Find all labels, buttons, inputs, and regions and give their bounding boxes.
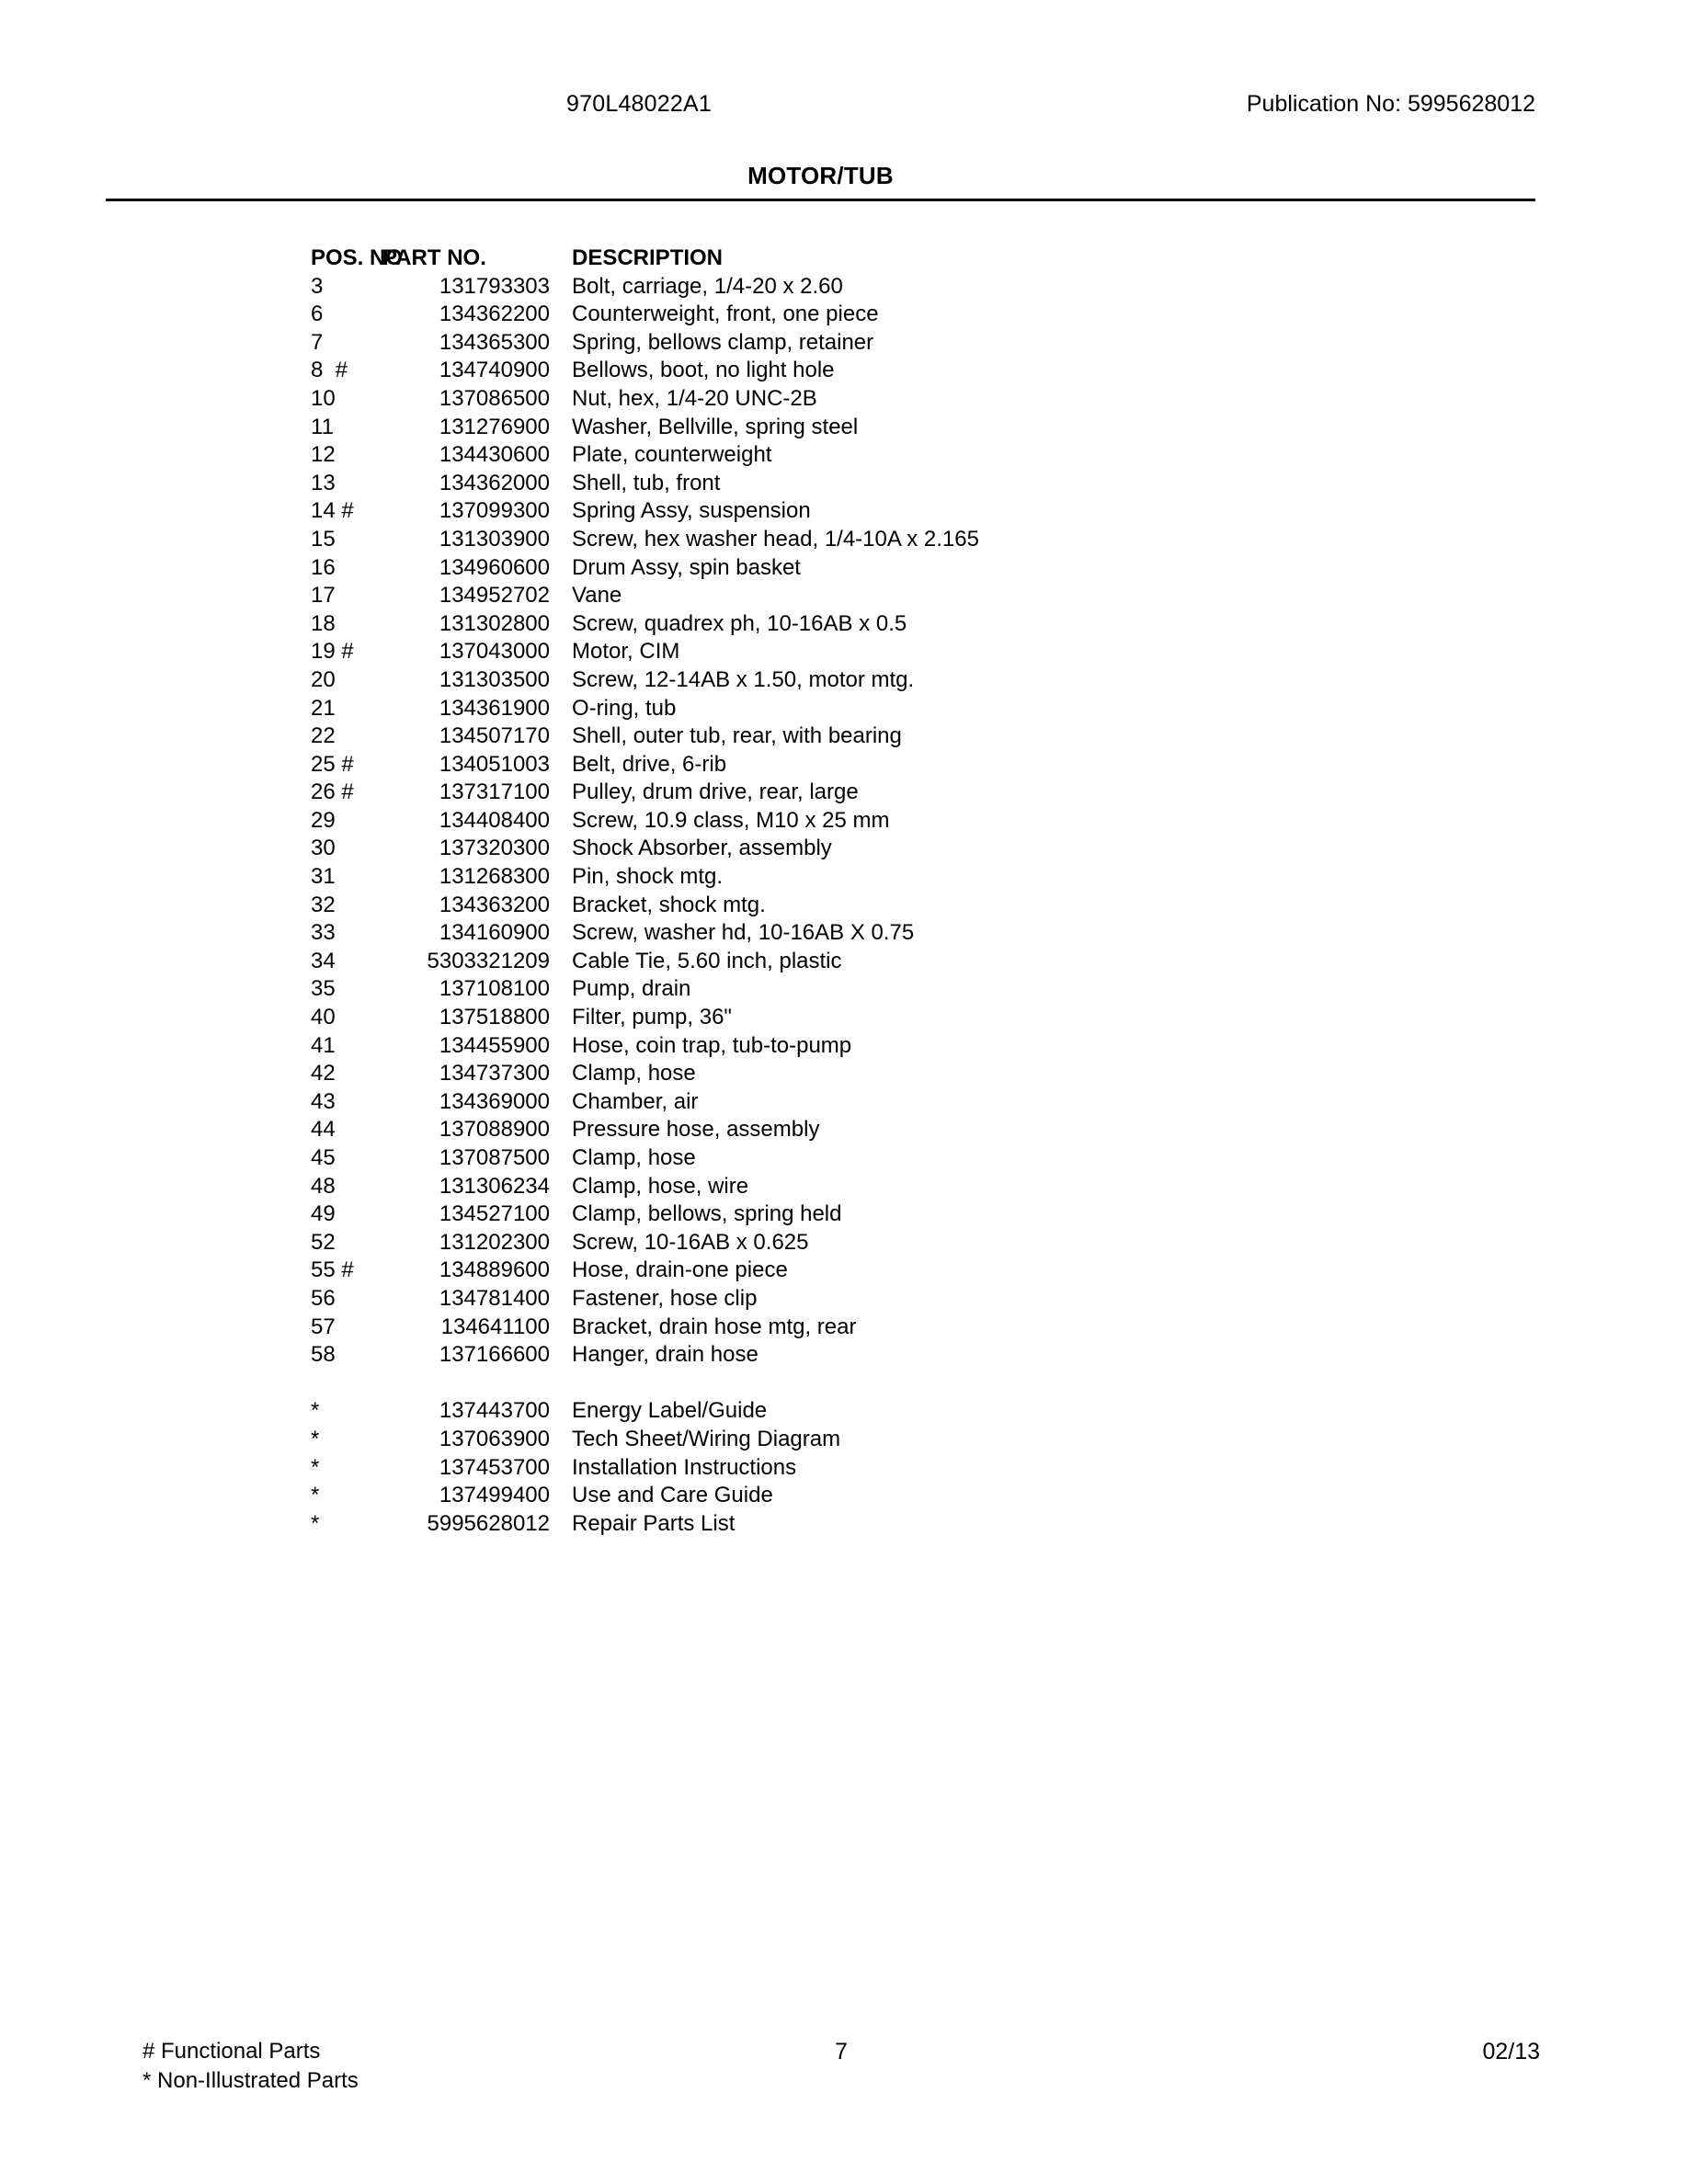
cell-description: Spring Assy, suspension — [572, 498, 811, 524]
cell-description: Energy Label/Guide — [572, 1398, 768, 1424]
cell-description: Screw, hex washer head, 1/4-10A x 2.165 — [572, 526, 979, 552]
table-row — [311, 863, 1414, 892]
header-divider — [106, 199, 1535, 201]
cell-description: Chamber, air — [572, 1088, 699, 1114]
table-row — [311, 695, 1414, 723]
publication-number: Publication No: 5995628012 — [1246, 91, 1535, 117]
page-number: 7 — [835, 2039, 848, 2065]
cell-part-no: 137108100 — [439, 976, 550, 1002]
cell-description: Plate, counterweight — [572, 442, 772, 468]
cell-part-no: 134160900 — [439, 920, 550, 946]
cell-pos-no: 44 — [311, 1117, 336, 1143]
table-row — [311, 385, 1414, 414]
cell-part-no: 134889600 — [439, 1257, 550, 1283]
cell-part-no: 137087500 — [439, 1145, 550, 1170]
cell-pos-no: 10 — [311, 385, 336, 411]
cell-part-no: 134737300 — [439, 1061, 550, 1086]
cell-description: Clamp, hose — [572, 1061, 696, 1086]
cell-description: Shell, tub, front — [572, 470, 721, 495]
cell-description: Pin, shock mtg. — [572, 864, 724, 890]
cell-pos-no: 20 — [311, 666, 336, 692]
cell-description: Vane — [572, 583, 622, 609]
cell-part-no: 5303321209 — [427, 948, 550, 973]
cell-description: Counterweight, front, one piece — [572, 301, 879, 327]
cell-part-no: 137043000 — [439, 639, 550, 665]
cell-pos-no: 11 — [311, 414, 334, 439]
table-row — [311, 582, 1414, 610]
cell-pos-no: 13 — [311, 470, 336, 495]
table-row — [311, 273, 1414, 301]
cell-pos-no: 49 — [311, 1201, 336, 1227]
cell-description: Filter, pump, 36" — [572, 1005, 732, 1030]
cell-part-no: 137317100 — [439, 779, 550, 805]
table-row — [311, 722, 1414, 751]
column-header-pos-no: POS. NO — [311, 245, 404, 270]
cell-pos-no: 6 — [311, 301, 324, 327]
table-row — [311, 357, 1414, 385]
cell-pos-no: 25 # — [311, 751, 354, 777]
cell-description: Clamp, bellows, spring held — [572, 1201, 842, 1227]
cell-description: Hose, drain-one piece — [572, 1257, 788, 1283]
cell-description: Clamp, hose, wire — [572, 1173, 749, 1199]
cell-pos-no: 15 — [311, 526, 336, 552]
cell-pos-no: 12 — [311, 442, 336, 468]
cell-part-no: 134363200 — [439, 892, 550, 917]
cell-pos-no: 8 # — [311, 358, 348, 383]
cell-description: Bellows, boot, no light hole — [572, 358, 835, 383]
cell-pos-no: 43 — [311, 1088, 336, 1114]
cell-description: Shock Absorber, assembly — [572, 836, 832, 861]
legend-non-illustrated-parts: * Non-Illustrated Parts — [143, 2068, 359, 2093]
cell-description: Screw, 10.9 class, M10 x 25 mm — [572, 807, 890, 833]
cell-part-no: 137443700 — [439, 1398, 550, 1424]
cell-description: Repair Parts List — [572, 1510, 736, 1536]
cell-part-no: 134369000 — [439, 1088, 550, 1114]
cell-part-no: 137099300 — [439, 498, 550, 524]
revision-date: 02/13 — [1482, 2039, 1540, 2065]
cell-part-no: 134952702 — [439, 583, 550, 609]
cell-part-no: 137453700 — [439, 1454, 550, 1480]
cell-description: Screw, quadrex ph, 10-16AB x 0.5 — [572, 610, 907, 636]
cell-part-no: 134740900 — [439, 358, 550, 383]
column-header-part-no: PART NO. — [382, 245, 486, 270]
cell-part-no: 131268300 — [439, 864, 550, 890]
cell-description: Screw, 12-14AB x 1.50, motor mtg. — [572, 666, 915, 692]
cell-pos-no: 26 # — [311, 779, 354, 805]
cell-description: Use and Care Guide — [572, 1483, 773, 1508]
table-row — [311, 948, 1414, 976]
cell-part-no: 134361900 — [439, 695, 550, 721]
cell-part-no: 131303900 — [439, 526, 550, 552]
cell-description: Hose, coin trap, tub-to-pump — [572, 1032, 852, 1058]
cell-pos-no: 35 — [311, 976, 336, 1002]
cell-description: Pressure hose, assembly — [572, 1117, 820, 1143]
table-row — [311, 1341, 1414, 1370]
cell-part-no: 137086500 — [439, 385, 550, 411]
cell-description: Shell, outer tub, rear, with bearing — [572, 723, 902, 749]
cell-pos-no: 48 — [311, 1173, 336, 1199]
cell-pos-no: 34 — [311, 948, 336, 973]
table-row — [311, 1229, 1414, 1257]
table-row — [311, 1397, 1414, 1426]
table-row — [311, 892, 1414, 920]
table-row — [311, 610, 1414, 639]
legend-functional-parts: # Functional Parts — [143, 2039, 321, 2064]
table-row — [311, 1032, 1414, 1061]
cell-description: Motor, CIM — [572, 639, 680, 665]
cell-pos-no: 40 — [311, 1005, 336, 1030]
cell-pos-no: * — [311, 1398, 320, 1424]
table-row — [311, 1200, 1414, 1229]
cell-description: Drum Assy, spin basket — [572, 554, 801, 580]
model-number: 970L48022A1 — [566, 91, 712, 117]
table-row — [311, 779, 1414, 807]
cell-pos-no: 29 — [311, 807, 336, 833]
table-row — [311, 441, 1414, 470]
table-row — [311, 835, 1414, 863]
cell-part-no: 137518800 — [439, 1005, 550, 1030]
cell-description: Nut, hex, 1/4-20 UNC-2B — [572, 385, 817, 411]
cell-pos-no: 16 — [311, 554, 336, 580]
cell-pos-no: 30 — [311, 836, 336, 861]
cell-description: Cable Tie, 5.60 inch, plastic — [572, 948, 842, 973]
parts-table — [311, 245, 1414, 1538]
table-row — [311, 666, 1414, 695]
document-header — [106, 88, 1535, 131]
table-row — [311, 414, 1414, 442]
cell-description: Washer, Bellville, spring steel — [572, 414, 859, 439]
table-row — [311, 329, 1414, 358]
cell-description: O-ring, tub — [572, 695, 677, 721]
cell-part-no: 134365300 — [439, 329, 550, 355]
table-row — [311, 301, 1414, 329]
cell-pos-no: * — [311, 1510, 320, 1536]
cell-pos-no: 41 — [311, 1032, 336, 1058]
cell-part-no: 134408400 — [439, 807, 550, 833]
cell-part-no: 131302800 — [439, 610, 550, 636]
table-row — [311, 638, 1414, 666]
table-row — [311, 975, 1414, 1004]
cell-part-no: 134362200 — [439, 301, 550, 327]
cell-part-no: 137088900 — [439, 1117, 550, 1143]
cell-pos-no: 33 — [311, 920, 336, 946]
table-header-row — [311, 245, 1414, 273]
cell-pos-no: 7 — [311, 329, 324, 355]
table-row — [311, 1088, 1414, 1117]
cell-pos-no: 52 — [311, 1229, 336, 1255]
cell-pos-no: 17 — [311, 583, 336, 609]
cell-pos-no: * — [311, 1483, 320, 1508]
table-row — [311, 919, 1414, 948]
table-row — [311, 1510, 1414, 1539]
table-row — [311, 1285, 1414, 1314]
cell-description: Clamp, hose — [572, 1145, 696, 1170]
cell-part-no: 134507170 — [439, 723, 550, 749]
cell-part-no: 134527100 — [439, 1201, 550, 1227]
column-header-description: DESCRIPTION — [572, 245, 724, 270]
table-row — [311, 1257, 1414, 1285]
cell-part-no: 134641100 — [440, 1314, 550, 1339]
table-row — [311, 1482, 1414, 1510]
cell-part-no: 134455900 — [439, 1032, 550, 1058]
table-row — [311, 1060, 1414, 1088]
cell-pos-no: 18 — [311, 610, 336, 636]
cell-part-no: 137063900 — [439, 1426, 550, 1451]
cell-part-no: 131303500 — [439, 666, 550, 692]
cell-description: Belt, drive, 6-rib — [572, 751, 727, 777]
cell-part-no: 131202300 — [439, 1229, 550, 1255]
cell-pos-no: 31 — [311, 864, 336, 890]
table-row — [311, 526, 1414, 554]
table-row — [311, 497, 1414, 526]
cell-part-no: 131276900 — [439, 414, 550, 439]
cell-pos-no: 21 — [311, 695, 336, 721]
table-row — [311, 751, 1414, 779]
cell-part-no: 137499400 — [439, 1483, 550, 1508]
cell-description: Fastener, hose clip — [572, 1285, 758, 1311]
cell-description: Screw, 10-16AB x 0.625 — [572, 1229, 809, 1255]
cell-pos-no: 3 — [311, 273, 324, 299]
cell-description: Pulley, drum drive, rear, large — [572, 779, 859, 805]
cell-part-no: 134781400 — [439, 1285, 550, 1311]
cell-pos-no: 19 # — [311, 639, 354, 665]
table-row — [311, 1454, 1414, 1483]
cell-pos-no: 14 # — [311, 498, 354, 524]
page-title: MOTOR/TUB — [747, 162, 894, 189]
cell-description: Spring, bellows clamp, retainer — [572, 329, 874, 355]
cell-pos-no: 55 # — [311, 1257, 354, 1283]
table-row — [311, 1173, 1414, 1201]
cell-part-no: 5995628012 — [427, 1510, 550, 1536]
cell-description: Tech Sheet/Wiring Diagram — [572, 1426, 841, 1451]
cell-description: Bracket, drain hose mtg, rear — [572, 1314, 857, 1339]
cell-part-no: 134960600 — [439, 554, 550, 580]
cell-part-no: 134430600 — [439, 442, 550, 468]
cell-description: Screw, washer hd, 10-16AB X 0.75 — [572, 920, 915, 946]
cell-pos-no: 58 — [311, 1342, 336, 1368]
cell-pos-no: 32 — [311, 892, 336, 917]
table-row — [311, 1144, 1414, 1173]
table-row — [311, 1004, 1414, 1032]
cell-part-no: 134051003 — [439, 751, 550, 777]
cell-pos-no: * — [311, 1454, 320, 1480]
cell-description: Installation Instructions — [572, 1454, 797, 1480]
table-row — [311, 807, 1414, 836]
cell-description: Pump, drain — [572, 976, 691, 1002]
cell-pos-no: 56 — [311, 1285, 336, 1311]
cell-pos-no: 57 — [311, 1314, 336, 1339]
document-footer — [143, 2037, 1540, 2110]
cell-pos-no: 45 — [311, 1145, 336, 1170]
cell-pos-no: 22 — [311, 723, 336, 749]
cell-pos-no: * — [311, 1426, 320, 1451]
cell-pos-no: 42 — [311, 1061, 336, 1086]
cell-part-no: 131793303 — [439, 273, 550, 299]
table-row — [311, 1314, 1414, 1342]
cell-part-no: 137166600 — [439, 1342, 550, 1368]
table-row — [311, 554, 1414, 583]
table-row-spacer — [311, 1370, 1414, 1398]
cell-part-no: 137320300 — [439, 836, 550, 861]
cell-part-no: 131306234 — [439, 1173, 550, 1199]
cell-part-no: 134362000 — [439, 470, 550, 495]
cell-description: Bolt, carriage, 1/4-20 x 2.60 — [572, 273, 843, 299]
cell-description: Bracket, shock mtg. — [572, 892, 766, 917]
table-row — [311, 1116, 1414, 1144]
cell-description: Hanger, drain hose — [572, 1342, 758, 1368]
table-row — [311, 470, 1414, 498]
table-row — [311, 1426, 1414, 1454]
